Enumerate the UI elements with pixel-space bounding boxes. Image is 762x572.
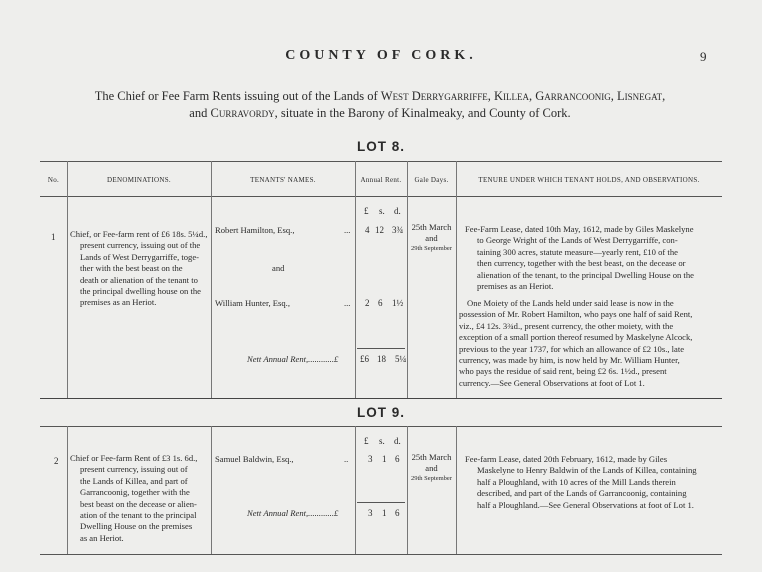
intro-line2-c: , situate in the Barony of Kinalmeaky, and County of Cork. xyxy=(274,106,571,120)
intro-line1-b: West Derrygarriffe, Killea, Garrancoonig, Lisnegat, xyxy=(380,89,666,103)
denomination-line: as an Heriot. xyxy=(80,532,124,543)
col-divider xyxy=(211,426,212,554)
col-divider xyxy=(355,426,356,554)
lot8-rent2-pounds: 2 xyxy=(365,298,370,308)
denomination-line: best beast on the decease or alien- xyxy=(80,498,197,509)
observation-line: previous to the year 1737, for which an allowance of £2 10s., late xyxy=(459,343,685,354)
header-bottom-rule xyxy=(40,196,722,197)
lot8-nett-pounds: £6 xyxy=(360,354,369,364)
lot8-rent1-pounds: 4 xyxy=(365,225,370,235)
lot8-tenant-2: William Hunter, Esq., xyxy=(215,298,290,308)
tenure-line: Fee-Farm Lease, dated 10th May, 1612, made by Giles Maskelyne xyxy=(465,224,694,234)
intro-line1-a: The Chief or Fee Farm Rents issuing out of the Lands of xyxy=(94,89,381,103)
gale-main: 25th March xyxy=(411,452,452,462)
lot8-rent2-pence: 1½ xyxy=(392,298,404,308)
lot8-denomination xyxy=(70,229,210,309)
tenure-line: alienation of the tenant, to the principal Dwelling House on the xyxy=(477,269,694,280)
col-header-annual-rent: Annual Rent. xyxy=(360,176,402,184)
lot8-tenant-2-dots: ... xyxy=(344,298,351,308)
table-top-rule xyxy=(40,161,722,162)
lot8-nett-pence: 5¼ xyxy=(395,354,407,364)
col-divider xyxy=(407,161,408,398)
observation-line: currency.—See General Observations at foot of Lot 1. xyxy=(459,377,645,388)
observation-line: One Moiety of the Lands held under said lease is now in the xyxy=(467,298,674,308)
tenure-line: then currency, together with the best beast, on the decease or xyxy=(477,258,686,269)
col-divider xyxy=(67,161,68,398)
lot8-nett-shillings: 18 xyxy=(377,354,386,364)
lot9-heading: LOT 9. xyxy=(356,405,405,420)
page-title: COUNTY OF CORK. xyxy=(285,48,477,63)
denomination-line: premises as an Heriot. xyxy=(80,297,157,308)
denomination-line: Chief, or Fee-farm rent of £6 18s. 5¼d., xyxy=(70,229,208,239)
lot9-rent-pounds: 3 xyxy=(368,454,373,464)
col-header-no: No. xyxy=(47,176,60,184)
lot9-nett-pence: 6 xyxy=(395,508,400,518)
denomination-line: present currency, issuing out of xyxy=(80,464,188,475)
currency-pounds: £ xyxy=(364,206,369,216)
lot8-bottom-rule xyxy=(40,398,722,399)
lot9-nett-label: Nett Annual Rent,............£ xyxy=(247,508,339,518)
lot9-denomination xyxy=(70,453,210,544)
observation-line: exception of a small portion thereof resumed by Maskelyne Alcock, xyxy=(459,332,693,343)
currency-pounds: £ xyxy=(364,436,369,446)
table-bottom-rule xyxy=(40,554,722,555)
denomination-line: the Lands of Killea, and part of xyxy=(80,475,188,486)
col-header-denominations: DENOMINATIONS. xyxy=(107,176,171,184)
col-divider xyxy=(211,161,212,398)
denomination-line: death or alienation of the tenant to xyxy=(80,274,198,285)
lot8-rent1-shillings: 12 xyxy=(375,225,384,235)
observation-line: possession of Mr. Robert Hamilton, who pays one half of said Rent, xyxy=(459,309,693,320)
sum-rule xyxy=(357,348,405,349)
currency-pence: d. xyxy=(394,206,401,216)
lot8-rent2-shillings: 6 xyxy=(378,298,383,308)
denomination-line: Chief or Fee-farm Rent of £3 1s. 6d., xyxy=(70,453,198,463)
lot9-rent-pence: 6 xyxy=(395,454,400,464)
lot9-top-rule xyxy=(40,426,722,427)
gale-and: and xyxy=(425,463,438,474)
page-number: 9 xyxy=(700,49,707,64)
lot8-tenant-1: Robert Hamilton, Esq., xyxy=(215,225,295,235)
observation-line: currency, was made by him, is now held by Mr. William Hunter, xyxy=(459,355,680,366)
lot9-gale-days xyxy=(407,452,456,482)
tenure-line: Fee-farm Lease, dated 20th February, 1612, made by Giles xyxy=(465,454,668,464)
lot8-tenure xyxy=(465,224,715,292)
tenure-line: half a Ploughland, with 10 acres of the Mill Lands therein xyxy=(477,476,676,487)
col-header-tenants: TENANTS' NAMES. xyxy=(250,176,316,184)
tenure-line: to George Wright of the Lands of West Derrygarriffe, con- xyxy=(477,235,678,246)
gale-main: 25th March xyxy=(411,222,452,232)
intro-line2-b: Curravordy xyxy=(210,106,275,120)
currency-shillings: s. xyxy=(379,436,385,446)
currency-shillings: s. xyxy=(379,206,385,216)
lot9-nett-pounds: 3 xyxy=(368,508,373,518)
lot9-number: 2 xyxy=(54,456,59,466)
observation-line: viz., £4 12s. 3¾d., present currency, the other moiety, with the xyxy=(459,320,674,331)
lot8-heading: LOT 8. xyxy=(356,139,405,154)
col-divider xyxy=(355,161,356,398)
lot8-nett-label: Nett Annual Rent,............£ xyxy=(247,354,339,364)
denomination-line: Lands of West Derrygarriffe, toge- xyxy=(80,251,200,262)
tenure-line: Maskelyne to Henry Baldwin of the Lands of Killea, containing xyxy=(477,465,697,476)
gale-second: 29th September xyxy=(411,244,452,252)
intro-line2-a: and xyxy=(189,106,211,120)
lot9-rent-shillings: 1 xyxy=(382,454,387,464)
lot9-nett-shillings: 1 xyxy=(382,508,387,518)
lot9-tenant: Samuel Baldwin, Esq., xyxy=(215,454,294,464)
observation-line: who pays the residue of said rent, being £2 6s. 1½d., present xyxy=(459,366,667,377)
col-header-tenure: TENURE UNDER WHICH TENANT HOLDS, AND OBSERVATIONS. xyxy=(478,176,700,184)
col-divider xyxy=(407,426,408,554)
denomination-line: ther with the best beast on the xyxy=(80,263,183,274)
col-divider xyxy=(456,426,457,554)
gale-second: 29th September xyxy=(411,474,452,482)
gale-and: and xyxy=(425,233,438,244)
lot8-and: and xyxy=(272,263,285,273)
col-divider xyxy=(456,161,457,398)
tenure-line: half a Ploughland.—See General Observations at foot of Lot 1. xyxy=(477,499,694,510)
lot9-tenant-dots: .. xyxy=(344,454,349,464)
denomination-line: present currency, issuing out of the xyxy=(80,240,201,251)
denomination-line: Dwelling House on the premises xyxy=(80,521,193,532)
denomination-line: the principal dwelling house on the xyxy=(80,286,202,297)
lot8-observations xyxy=(459,298,721,389)
col-header-gale-days: Gale Days. xyxy=(414,176,449,184)
lot8-rent1-pence: 3¾ xyxy=(392,225,404,235)
sum-rule xyxy=(357,502,405,503)
tenure-line: taining 300 acres, statute measure—yearly rent, £10 of the xyxy=(477,246,678,257)
lot8-number: 1 xyxy=(51,232,56,242)
lot8-tenant-1-dots: ... xyxy=(344,225,351,235)
lot8-gale-days xyxy=(407,222,456,252)
tenure-line: premises as an Heriot. xyxy=(477,281,554,292)
lot9-tenure xyxy=(465,454,715,511)
currency-pence: d. xyxy=(394,436,401,446)
intro-text xyxy=(20,88,740,122)
denomination-line: ation of the tenant to the principal xyxy=(80,510,197,521)
tenure-line: described, and part of the Lands of Garrancoonig, containing xyxy=(477,488,687,499)
col-divider xyxy=(67,426,68,554)
denomination-line: Garrancoonig, together with the xyxy=(80,487,190,498)
